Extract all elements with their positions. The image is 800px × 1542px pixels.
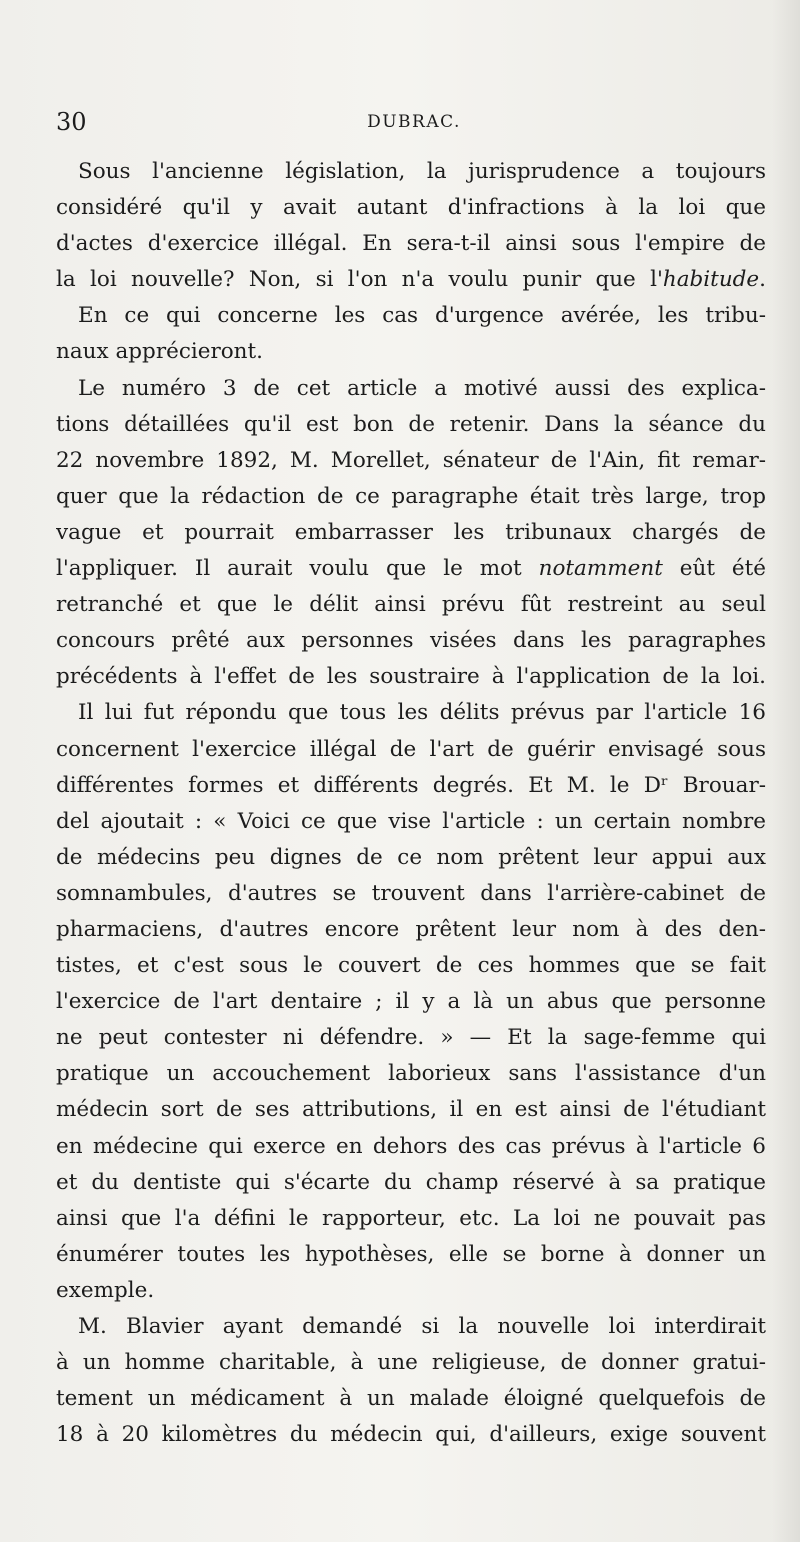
text-line: considéré qu'il y avait autant d'infractions à la loi que: [56, 195, 766, 221]
text-line: ainsi que l'a défini le rapporteur, etc. La loi ne pouvait pas: [56, 1205, 766, 1231]
text-line: en médecine qui exerce en dehors des cas prévus à l'article 6: [56, 1133, 766, 1159]
page-number: 30: [56, 108, 87, 136]
text-segment: la loi nouvelle? Non, si l'on n'a voulu punir que l': [56, 267, 663, 293]
text-line: somnambules, d'autres se trouvent dans l'arrière-cabinet de: [56, 880, 766, 906]
text-line: M. Blavier ayant demandé si la nouvelle loi interdirait: [78, 1314, 766, 1339]
text-line: tions détaillées qu'il est bon de retenir. Dans la séance du: [56, 411, 766, 437]
italic-word: habitude: [662, 267, 760, 293]
text-line: [56, 262, 766, 298]
text-line: pratique un accouchement laborieux sans l'assistance d'un: [56, 1061, 766, 1087]
text-line: l'exercice de l'art dentaire ; il y a là un abus que personne: [56, 989, 766, 1015]
page-header: [56, 108, 772, 144]
text-line: ne peut contester ni défendre. » — Et la sage-femme qui: [56, 1025, 766, 1051]
text-line: pharmaciens, d'autres encore prêtent leur nom à des den-: [56, 916, 766, 942]
text-line: del ajoutait : « Voici ce que vise l'article : un certain nombre: [56, 808, 766, 834]
text-line: En ce qui concerne les cas d'urgence avérée, les tribu-: [78, 303, 766, 329]
text-line: Il lui fut répondu que tous les délits prévus par l'article 16: [78, 700, 766, 726]
text-line: médecin sort de ses attributions, il en est ainsi de l'étudiant: [56, 1097, 766, 1123]
text-segment: eût été: [662, 556, 766, 582]
text-line: [56, 551, 766, 587]
text-line: Sous l'ancienne législation, la jurisprudence a toujours: [78, 159, 766, 184]
text-line: énumérer toutes les hypothèses, elle se borne à donner un: [56, 1241, 766, 1267]
body-text: [56, 154, 766, 1453]
text-line: retranché et que le délit ainsi prévu fût restreint au seul: [56, 592, 766, 618]
text-line: tement un médicament à un malade éloigné quelquefois de: [56, 1386, 766, 1412]
text-line: tistes, et c'est sous le couvert de ces hommes que se fait: [56, 953, 766, 979]
text-line: différentes formes et différents degrés. Et M. le Dʳ Brouar-: [56, 772, 766, 798]
text-line: à un homme charitable, à une religieuse, de donner gratui-: [56, 1350, 766, 1376]
text-line: de médecins peu dignes de ce nom prêtent leur appui aux: [56, 844, 766, 870]
text-segment: .: [759, 267, 766, 293]
text-line: 22 novembre 1892, M. Morellet, sénateur de l'Ain, fit remar-: [56, 447, 766, 473]
text-segment: l'appliquer. Il aurait voulu que le mot: [56, 556, 539, 582]
text-line: vague et pourrait embarrasser les tribunaux chargés de: [56, 519, 766, 545]
text-line: naux apprécieront.: [56, 339, 264, 365]
text-line: d'actes d'exercice illégal. En sera-t-il ainsi sous l'empire de: [56, 231, 766, 257]
running-title: DUBRAC.: [367, 112, 461, 132]
text-line: Le numéro 3 de cet article a motivé aussi des explica-: [78, 375, 766, 401]
text-line: précédents à l'effet de les soustraire à l'application de la loi.: [56, 664, 766, 690]
text-line: quer que la rédaction de ce paragraphe était très large, trop: [56, 483, 766, 509]
text-line: exemple.: [56, 1277, 155, 1303]
text-line: concernent l'exercice illégal de l'art de guérir envisagé sous: [56, 736, 766, 762]
text-line: 18 à 20 kilomètres du médecin qui, d'ailleurs, exige souvent: [56, 1422, 766, 1448]
italic-word: notamment: [538, 556, 663, 582]
text-line: concours prêté aux personnes visées dans les paragraphes: [56, 628, 766, 654]
text-line: et du dentiste qui s'écarte du champ réservé à sa pratique: [56, 1169, 766, 1195]
